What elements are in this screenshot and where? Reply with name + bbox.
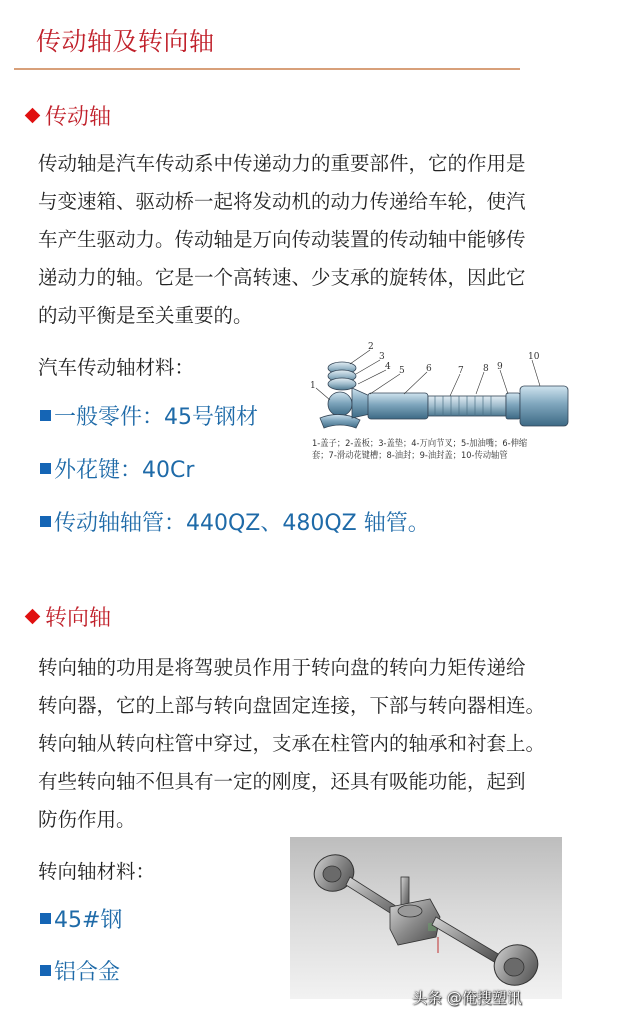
square-bullet-icon <box>40 410 51 421</box>
svg-text:8: 8 <box>483 364 489 374</box>
material-item <box>40 955 120 986</box>
caption-line: 1-盖子；2-盖板；3-盖垫；4-万向节叉；5-加油嘴；6-伸缩 <box>312 439 528 449</box>
steering-shaft-description <box>38 649 598 839</box>
svg-text:4: 4 <box>385 362 391 372</box>
paragraph-line: 传动轴是汽车传动系中传递动力的重要部件，它的作用是 <box>38 152 526 175</box>
square-bullet-icon <box>40 965 51 976</box>
paragraph-line: 与变速箱、驱动桥一起将发动机的动力传递给车轮，使汽 <box>38 190 526 213</box>
paragraph-line: 的动平衡是至关重要的。 <box>38 304 253 327</box>
material-text: 铝合金 <box>54 960 121 985</box>
section-heading-drive-shaft <box>24 100 111 131</box>
material-text: 传动轴轴管：440QZ、480QZ 轴管。 <box>54 511 430 536</box>
paragraph-line: 车产生驱动力。传动轴是万向传动装置的传动轴中能够传 <box>38 228 526 251</box>
part-number: 1 <box>310 381 316 391</box>
paragraph-line: 转向轴从转向柱管中穿过，支承在柱管内的轴承和衬套上。 <box>38 732 546 755</box>
paragraph-line: 有些转向轴不但具有一定的刚度，还具有吸能功能，起到 <box>38 770 526 793</box>
paragraph-line: 转向轴的功用是将驾驶员作用于转向盘的转向力矩传递给 <box>38 656 526 679</box>
steering-shaft-render <box>290 837 562 999</box>
drive-shaft-illustration-icon <box>300 338 570 438</box>
material-item <box>40 506 430 537</box>
diamond-bullet-icon <box>25 609 41 625</box>
drive-shaft-materials-label: 汽车传动轴材料： <box>38 356 195 379</box>
material-text: 一般零件：45号钢材 <box>54 405 258 430</box>
square-bullet-icon <box>40 516 51 527</box>
material-item <box>40 903 122 934</box>
drive-shaft-diagram-caption <box>312 438 542 462</box>
material-text: 45#钢 <box>54 908 123 933</box>
square-bullet-icon <box>40 913 51 924</box>
square-bullet-icon <box>40 463 51 474</box>
steering-shaft-illustration-icon <box>290 837 562 999</box>
steering-shaft-materials-label: 转向轴材料： <box>38 860 156 883</box>
svg-text:6: 6 <box>426 364 432 374</box>
watermark: 头条 @俺搜塑讯 <box>412 989 522 1007</box>
svg-text:10: 10 <box>528 352 540 362</box>
paragraph-line: 防伤作用。 <box>38 808 136 831</box>
material-text: 外花键：40Cr <box>54 458 195 483</box>
paragraph-line: 转向器，它的上部与转向盘固定连接，下部与转向器相连。 <box>38 694 546 717</box>
svg-text:5: 5 <box>399 366 405 376</box>
material-item <box>40 400 258 431</box>
material-item <box>40 453 194 484</box>
drive-shaft-description <box>38 145 598 335</box>
caption-line: 套；7-滑动花键槽；8-油封；9-油封盖；10-传动轴管 <box>312 451 508 461</box>
paragraph-line: 递动力的轴。它是一个高转速、少支承的旋转体，因此它 <box>38 266 526 289</box>
section-heading-text: 转向轴 <box>45 606 112 631</box>
title-divider <box>14 68 520 70</box>
section-heading-text: 传动轴 <box>45 105 112 130</box>
diamond-bullet-icon <box>25 108 41 124</box>
svg-text:9: 9 <box>497 362 503 372</box>
svg-text:7: 7 <box>458 366 464 376</box>
section-heading-steering-shaft <box>24 601 111 632</box>
svg-text:2: 2 <box>368 342 374 352</box>
page-title: 传动轴及转向轴 <box>36 27 215 56</box>
svg-text:3: 3 <box>379 352 385 362</box>
